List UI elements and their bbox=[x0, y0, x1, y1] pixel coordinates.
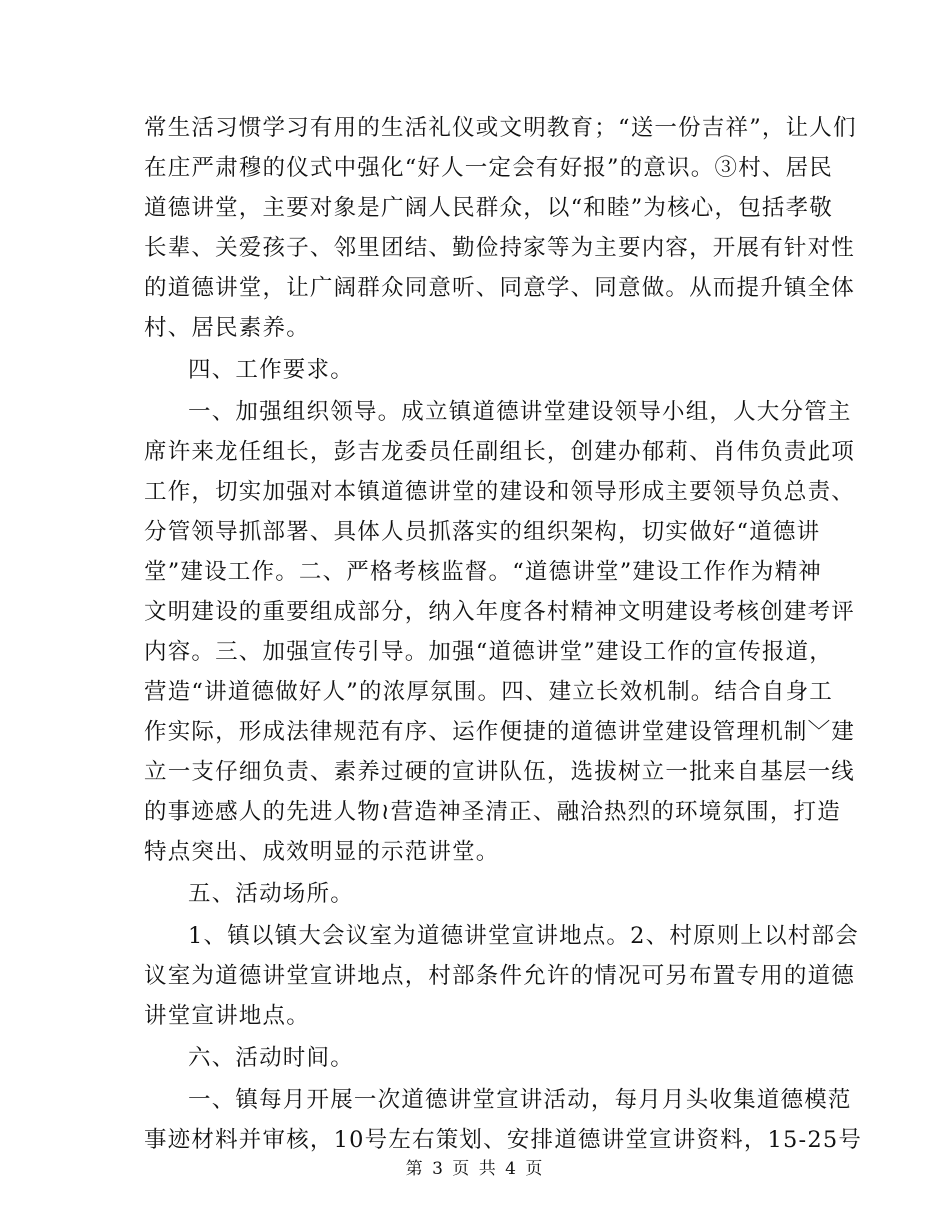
page-number-footer: 第 3 页 共 4 页 bbox=[405, 1159, 545, 1179]
section-heading: 五、活动场所。 bbox=[188, 881, 354, 907]
text-line: 立一支仔细负责、素养过硬的宣讲队伍，选拔树立一批来自基层一线 bbox=[144, 759, 856, 785]
text-line: 作实际，形成法律规范有序、运作便捷的道德讲堂建设管理机制﹀建 bbox=[144, 719, 856, 745]
text-line: 的道德讲堂，让广阔群众同意听、同意学、同意做。从而提升镇全体 bbox=[144, 275, 856, 301]
text-line: 的事迹感人的先进人物≀营造神圣清正、融洽热烈的环境氛围，打造 bbox=[144, 799, 841, 825]
text-line: 营造“讲道德做好人”的浓厚氛围。四、建立长效机制。结合自身工 bbox=[144, 679, 834, 705]
text-line: 分管领导抓部署、具体人员抓落实的组织架构，切实做好“道德讲 bbox=[144, 519, 821, 545]
text-line: 讲堂宣讲地点。 bbox=[144, 1003, 310, 1029]
section-heading: 六、活动时间。 bbox=[188, 1045, 354, 1071]
text-line: 内容。三、加强宣传引导。加强“道德讲堂”建设工作的宣传报道， bbox=[144, 639, 834, 665]
text-line: 村、居民素养。 bbox=[144, 315, 310, 341]
text-line: 事迹材料并审核，10号左右策划、安排道德讲堂宣讲资料，15-25号 bbox=[144, 1127, 863, 1153]
paragraph-first-line: 1、镇以镇大会议室为道德讲堂宣讲地点。2、村原则上以村部会 bbox=[188, 923, 859, 949]
paragraph-first-line: 一、镇每月开展一次道德讲堂宣讲活动，每月月头收集道德模范 bbox=[188, 1087, 852, 1113]
text-line: 堂”建设工作。二、严格考核监督。“道德讲堂”建设工作作为精神 bbox=[144, 559, 823, 585]
text-line: 工作，切实加强对本镇道德讲堂的建设和领导形成主要领导负总责、 bbox=[144, 479, 856, 505]
text-line: 常生活习惯学习有用的生活礼仪或文明教育；“送一份吉祥”，让人们 bbox=[144, 115, 857, 141]
section-heading: 四、工作要求。 bbox=[188, 357, 354, 383]
paragraph-first-line: 一、加强组织领导。成立镇道德讲堂建设领导小组，人大分管主 bbox=[188, 399, 852, 425]
text-line: 文明建设的重要组成部分，纳入年度各村精神文明建设考核创建考评 bbox=[144, 599, 856, 625]
text-line: 议室为道德讲堂宣讲地点，村部条件允许的情况可另布置专用的道德 bbox=[144, 963, 856, 989]
text-line: 道德讲堂，主要对象是广阔人民群众，以“和睦”为核心，包括孝敬 bbox=[144, 195, 834, 221]
text-line: 席许来龙任组长，彭吉龙委员任副组长，创建办郁莉、肖伟负责此项 bbox=[144, 439, 856, 465]
text-line: 在庄严肃穆的仪式中强化“好人一定会有好报”的意识。③村、居民 bbox=[144, 155, 834, 181]
text-line: 特点突出、成效明显的示范讲堂。 bbox=[144, 839, 500, 865]
text-line: 长辈、关爱孩子、邻里团结、勤俭持家等为主要内容，开展有针对性 bbox=[144, 235, 856, 261]
